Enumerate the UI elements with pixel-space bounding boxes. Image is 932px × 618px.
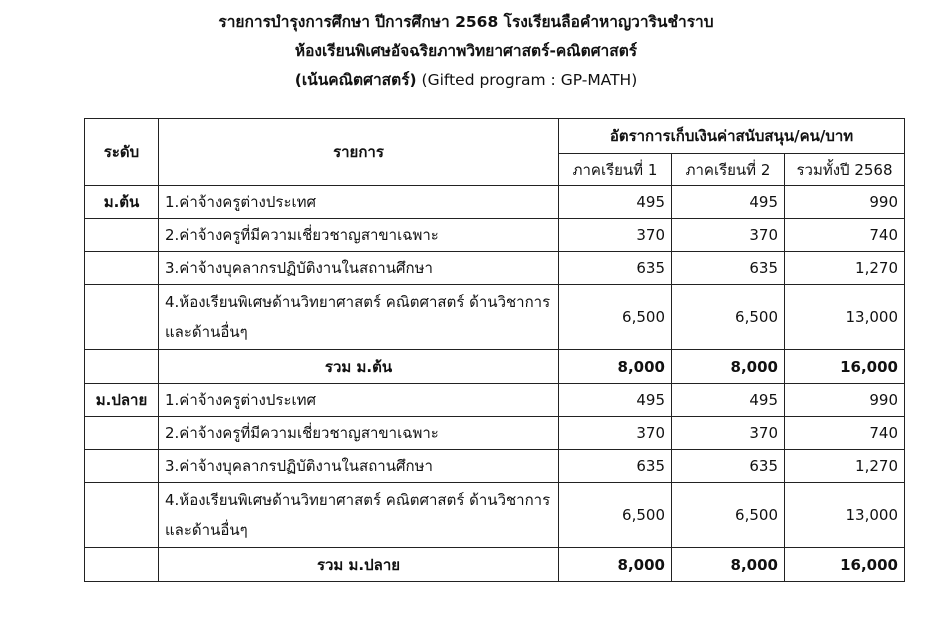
term1-cell: 635 <box>559 252 672 285</box>
program-focus: (เน้นคณิตศาสตร์) <box>294 71 417 89</box>
term1-cell: 495 <box>559 384 672 417</box>
document-title: รายการบำรุงการศึกษา ปีการศึกษา 2568 โรงเรียนลือคำหาญวารินชำราบ <box>218 13 714 31</box>
term2-cell: 635 <box>672 252 785 285</box>
item-cell <box>159 417 559 450</box>
program-name: (Gifted program : GP-MATH) <box>416 71 638 89</box>
table-row <box>85 219 905 252</box>
program-line <box>0 66 932 95</box>
document-header <box>0 8 932 95</box>
table-row <box>85 186 905 219</box>
term2-cell: 370 <box>672 219 785 252</box>
year-total-cell: 1,270 <box>785 252 905 285</box>
item-text: 3.ค่าจ้างบุคลากรปฏิบัติงานในสถานศึกษา <box>165 457 433 475</box>
term1-cell: 495 <box>559 186 672 219</box>
header-term1: ภาคเรียนที่ 1 <box>559 154 672 186</box>
section-total-year: 16,000 <box>785 350 905 384</box>
table-row <box>85 384 905 417</box>
section-total-year: 16,000 <box>785 548 905 582</box>
section-total-row <box>85 350 905 384</box>
header-item: รายการ <box>159 119 559 186</box>
year-total-cell: 1,270 <box>785 450 905 483</box>
level-cell: ม.ปลาย <box>85 384 159 417</box>
document-subtitle: ห้องเรียนพิเศษอัจฉริยภาพวิทยาศาสตร์-คณิตศาสตร์ <box>294 42 638 60</box>
item-text: 4.ห้องเรียนพิเศษด้านวิทยาศาสตร์ คณิตศาสตร์ ด้านวิชาการและด้านอื่นๆ <box>165 293 551 341</box>
table-row <box>85 417 905 450</box>
level-cell: ม.ต้น <box>85 186 159 219</box>
level-cell <box>85 285 159 350</box>
section-total-row <box>85 548 905 582</box>
term2-cell: 6,500 <box>672 285 785 350</box>
fee-table-body <box>85 186 905 582</box>
term1-cell: 370 <box>559 417 672 450</box>
level-cell <box>85 417 159 450</box>
level-cell <box>85 219 159 252</box>
item-text: 2.ค่าจ้างครูที่มีความเชี่ยวชาญสาขาเฉพาะ <box>165 424 439 442</box>
table-row <box>85 285 905 350</box>
section-total-label: รวม ม.ปลาย <box>159 548 559 582</box>
item-cell <box>159 483 559 548</box>
level-cell <box>85 252 159 285</box>
term1-cell: 370 <box>559 219 672 252</box>
year-total-cell: 13,000 <box>785 285 905 350</box>
header-year-total: รวมทั้งปี 2568 <box>785 154 905 186</box>
item-text: 1.ค่าจ้างครูต่างประเทศ <box>165 391 317 409</box>
table-row <box>85 450 905 483</box>
item-cell <box>159 219 559 252</box>
level-cell <box>85 483 159 548</box>
term2-cell: 495 <box>672 384 785 417</box>
term1-cell: 6,500 <box>559 285 672 350</box>
item-cell <box>159 252 559 285</box>
level-cell <box>85 450 159 483</box>
term2-cell: 495 <box>672 186 785 219</box>
term1-cell: 635 <box>559 450 672 483</box>
term2-cell: 370 <box>672 417 785 450</box>
header-rate: อัตราการเก็บเงินค่าสนับสนุน/คน/บาท <box>559 119 905 154</box>
fee-table <box>84 118 905 582</box>
section-total-label: รวม ม.ต้น <box>159 350 559 384</box>
section-total-term2: 8,000 <box>672 548 785 582</box>
level-cell <box>85 548 159 582</box>
item-cell <box>159 186 559 219</box>
item-text: 3.ค่าจ้างบุคลากรปฏิบัติงานในสถานศึกษา <box>165 259 433 277</box>
section-total-term2: 8,000 <box>672 350 785 384</box>
term1-cell: 6,500 <box>559 483 672 548</box>
header-level: ระดับ <box>85 119 159 186</box>
item-text: 1.ค่าจ้างครูต่างประเทศ <box>165 193 317 211</box>
section-total-term1: 8,000 <box>559 350 672 384</box>
item-cell <box>159 384 559 417</box>
year-total-cell: 740 <box>785 417 905 450</box>
year-total-cell: 740 <box>785 219 905 252</box>
item-cell <box>159 285 559 350</box>
term2-cell: 635 <box>672 450 785 483</box>
year-total-cell: 990 <box>785 186 905 219</box>
year-total-cell: 990 <box>785 384 905 417</box>
term2-cell: 6,500 <box>672 483 785 548</box>
year-total-cell: 13,000 <box>785 483 905 548</box>
table-row <box>85 483 905 548</box>
item-cell <box>159 450 559 483</box>
item-text: 4.ห้องเรียนพิเศษด้านวิทยาศาสตร์ คณิตศาสตร์ ด้านวิชาการและด้านอื่นๆ <box>165 491 551 539</box>
item-text: 2.ค่าจ้างครูที่มีความเชี่ยวชาญสาขาเฉพาะ <box>165 226 439 244</box>
header-term2: ภาคเรียนที่ 2 <box>672 154 785 186</box>
section-total-term1: 8,000 <box>559 548 672 582</box>
table-row <box>85 252 905 285</box>
level-cell <box>85 350 159 384</box>
